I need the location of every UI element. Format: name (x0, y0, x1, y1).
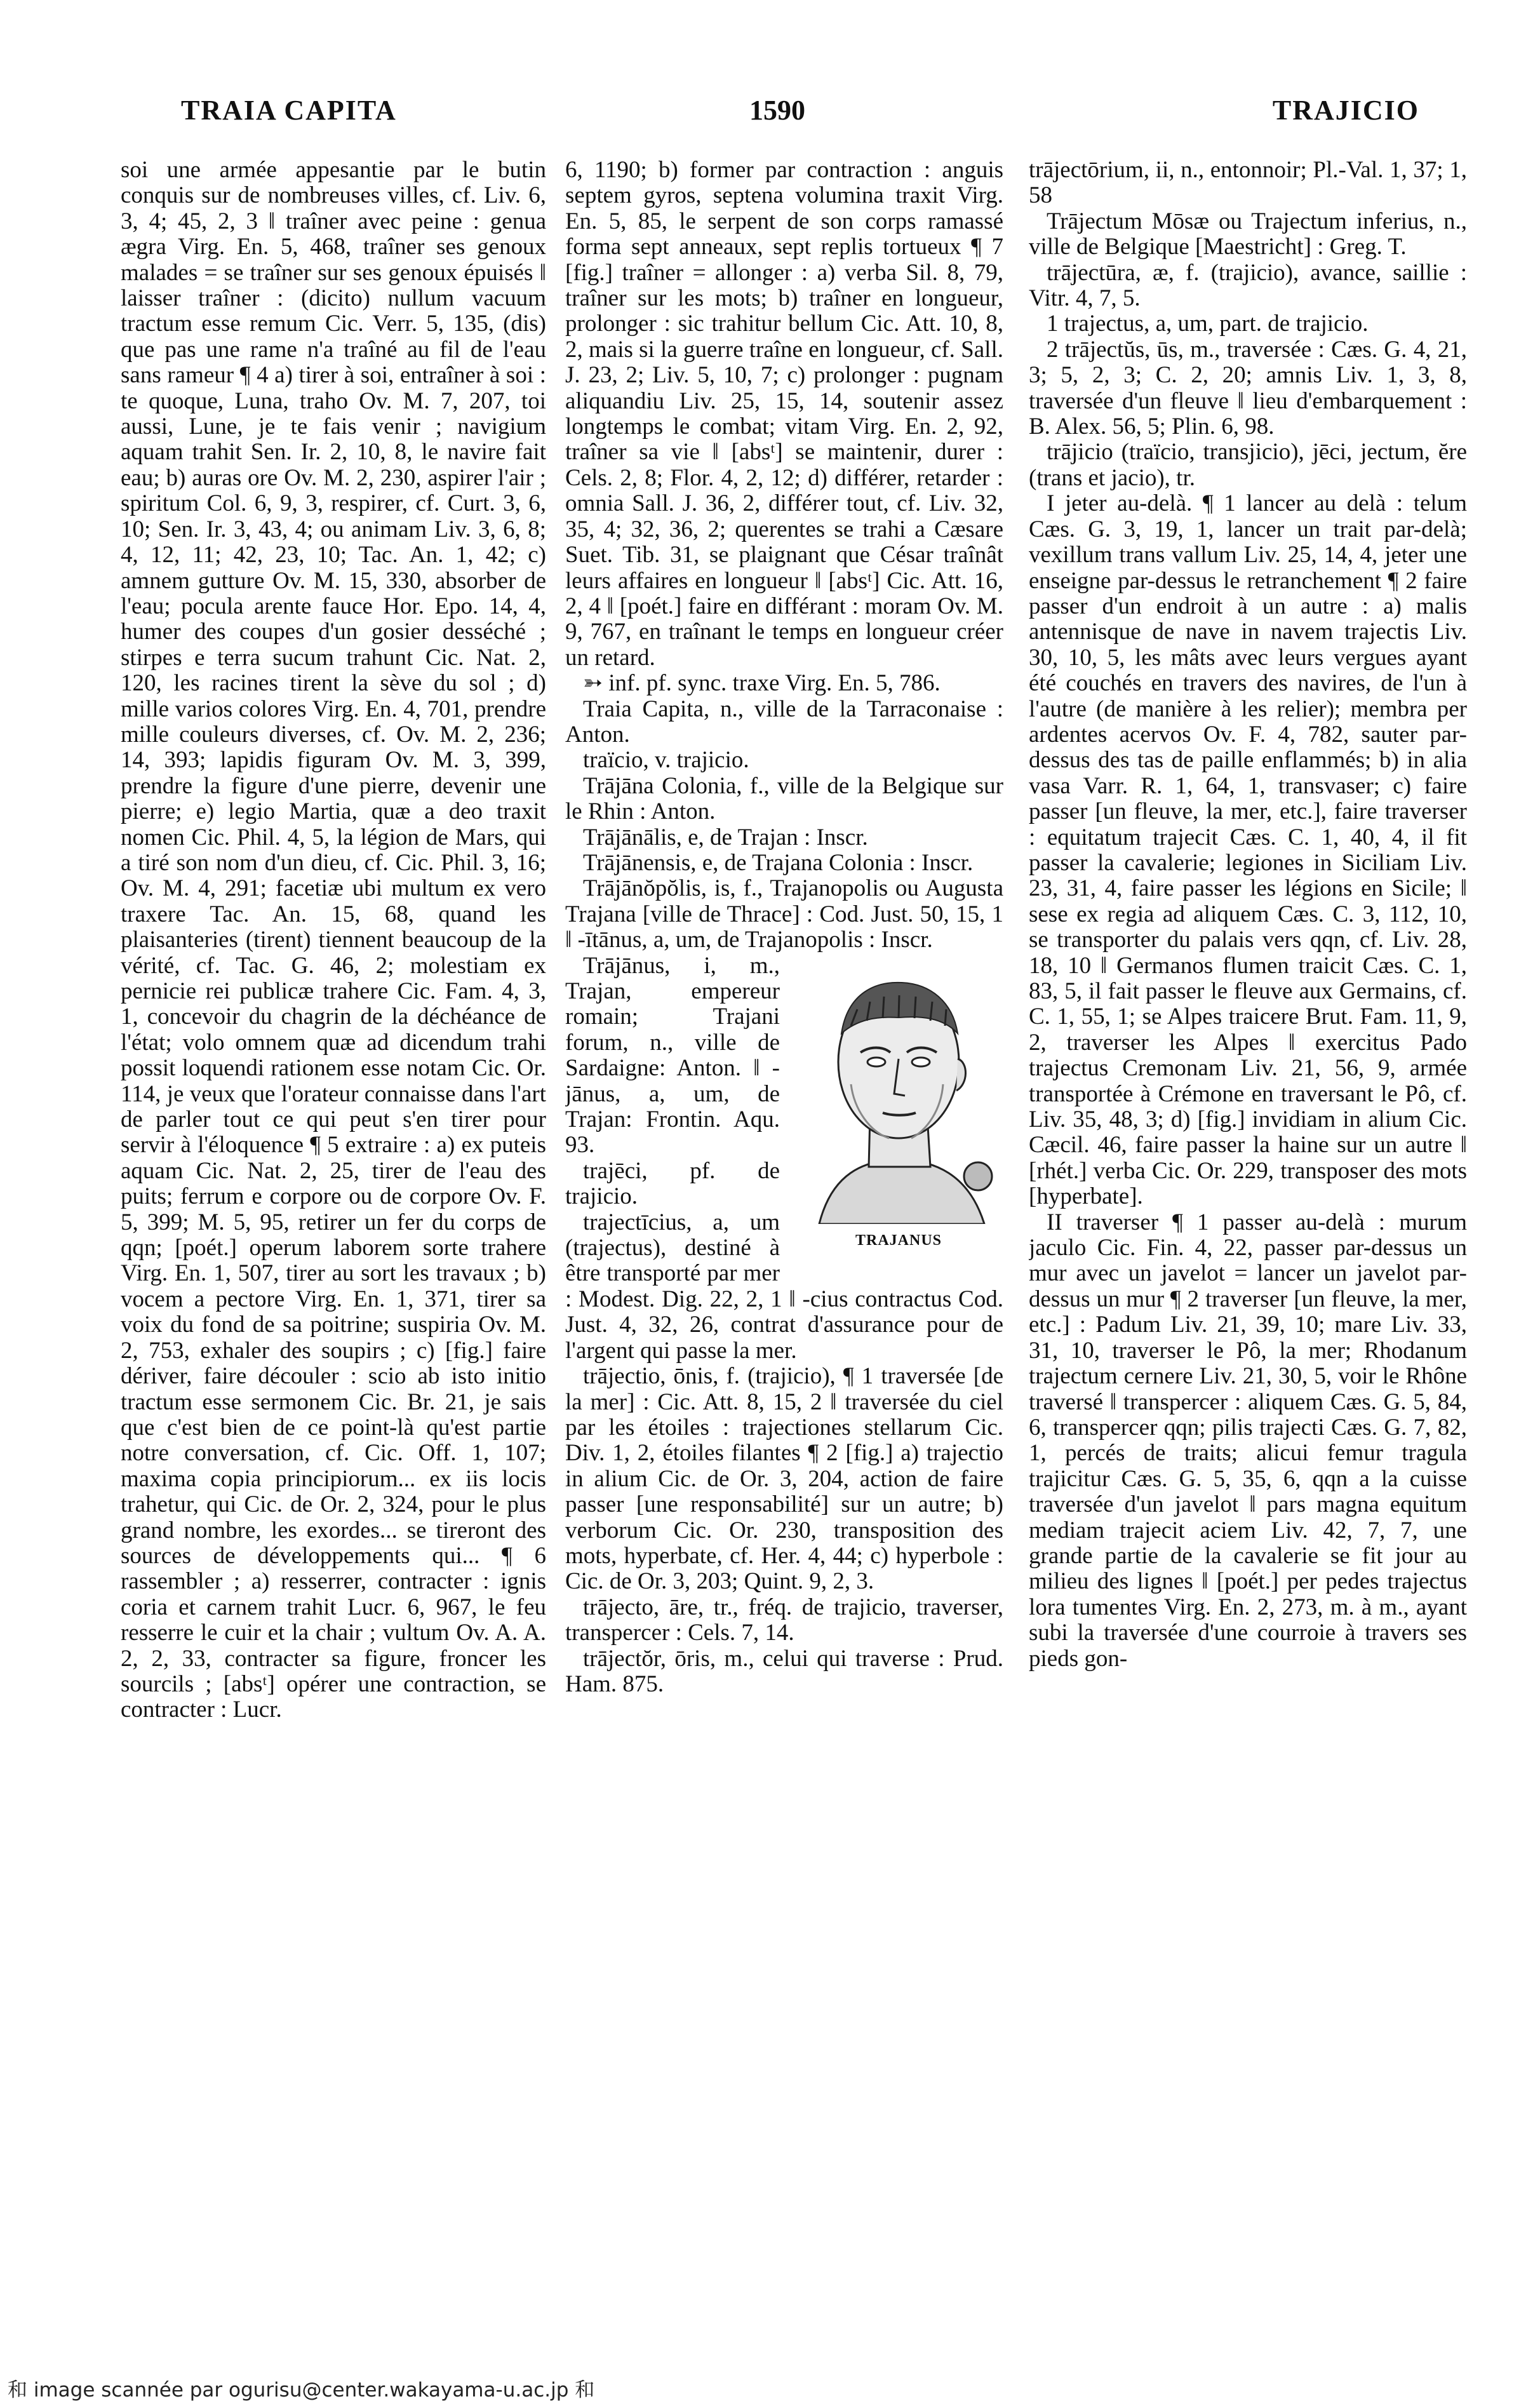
entry-trajicio-sense-1: I jeter au-delà. ¶ 1 lancer au delà : telum Cæs. G. 3, 19, 1, lancer un trait par-delà; vexillum trans vallum Liv. 25, 14, 4, jeter une enseigne par-dessus le retranchement ¶ 2 faire passer d'un endroit à un autre : a) malis antennisque de nave in navem trajectis Liv. 30, 10, 5, les mâts avec leurs vergues ayant été couchés en travers des navires, de l'un à l'autre (de manière à les relier); membra per ardentes acervos Ov. F. 4, 782, sauter par-dessus des tas de paille enflammés; b) in alia vasa Varr. R. 1, 64, 1, transvaser; c) faire passer [un fleuve, la mer, etc.], faire traverser : equitatum trajecit Cæs. C. 1, 40, 4, il fit passer la cavalerie; legiones in Siciliam Liv. 23, 31, 4, faire passer les légions en Sicile; ‖ sese ex regia ad aliquem Cæs. C. 3, 112, 10, se transporter du palais vers qqn, cf. Liv. 28, 18, 10 ‖ Germanos flumen traicit Cæs. C. 1, 83, 5, il fait passer le fleuve aux Germains, cf. C. 1, 55, 1; se Alpes traicere Brut. Fam. 11, 9, 2, traverser les Alpes ‖ exercitus Pado trajectus Cremonam Liv. 21, 56, 9, armée transportée à Crémone en traversant le Pô, cf. Liv. 35, 48, 3; d) [fig.] invidiam in alium Cic. Cæcil. 46, faire passer la haine sur un autre ‖ [rhét.] verba Cic. Or. 229, transposer des mots [hyperbate]. (1029, 490, 1467, 1210)
entry-trajector: trājectŏr, ōris, m., celui qui traverse : Prud. Ham. 875. (565, 1645, 1003, 1697)
entry-trajectura: trājectūra, æ, f. (trajicio), avance, saillie : Vitr. 4, 7, 5. (1029, 259, 1467, 312)
column-2 (565, 158, 1003, 2336)
entry-trajectum-mosae: Trājectum Mōsæ ou Trajectum inferius, n., ville de Belgique [Maestricht] : Greg. T. (1029, 208, 1467, 260)
entry-traia-capita: Traia Capita, n., ville de la Tarraconaise : Anton. (565, 696, 1003, 748)
page-number: 1590 (749, 95, 805, 126)
entry-traicio: traïcio, v. trajicio. (583, 747, 749, 774)
entry-trajana-colonia: Trājāna Colonia, f., ville de la Belgique sur le Rhin : Anton. (565, 772, 1003, 825)
entry-trajicio: trājicio (traïcio, transjicio), jēci, jectum, ĕre (trans et jacio), tr. (1029, 439, 1467, 491)
column-1 (121, 158, 546, 2336)
entry-trajecto: trājecto, āre, tr., fréq. de trajicio, traverser, transpercer : Cels. 7, 14. (565, 1594, 1003, 1646)
entry-trajanopolis: Trājānŏpŏlis, is, f., Trajanopolis ou Augusta Trajana [ville de Thrace] : Cod. Just. 50, 15, 1 ‖ -ītānus, a, um, de Trajanopolis : Inscr. (565, 875, 1003, 953)
entry-trajectus-1: 1 trajectus, a, um, part. de trajicio. (1047, 311, 1369, 337)
right-guide-word: TRAJICIO (1272, 95, 1419, 126)
entry-continuation: 6, 1190; b) former par contraction : anguis septem gyros, septena volumina traxit Virg. En. 5, 85, le serpent de son corps ramassé forma sept anneaux, sept replis tortueux ¶ 7 [fig.] traîner = allonger : a) verba Sil. 8, 79, traîner sur les mots; b) traîner en longueur, prolonger : sic trahitur bellum Cic. Att. 10, 8, 2, mais si la guerre traîne en longueur, cf. Sall. J. 23, 2; Liv. 5, 10, 7; c) prolonger : pugnam aliquandiu Liv. 25, 15, 14, soutenir assez longtemps le combat; vitam Virg. En. 2, 92, traîner sa vie ‖ [absᵗ] se maintenir, durer : Cels. 2, 8; Flor. 4, 2, 12; d) différer, retarder : omnia Sall. J. 36, 2, différer tout, cf. Liv. 32, 35, 4; 32, 36, 2; querentes se trahi a Cæsare Suet. Tib. 31, se plaignant que César traînât leurs affaires en longueur ‖ [absᵗ] Cic. Att. 16, 2, 4 ‖ [poét.] faire en différant : moram Ov. M. 9, 767, en traînant le temps en longueur créer un retard. (565, 158, 1003, 671)
entry-trajeci: trajēci, pf. de trajicio. (565, 1157, 780, 1210)
left-guide-word: TRAIA CAPITA (181, 95, 397, 126)
scan-credit: 和 image scannée par ogurisu@center.wakayama-u.ac.jp 和 (8, 2379, 595, 2402)
portrait-caption: TRAJANUS (855, 1232, 942, 1249)
entry-trajicio-sense-2: II traverser ¶ 1 passer au-delà : murum jaculo Cic. Fin. 4, 22, passer par-dessus un mur avec un javelot = lancer un javelot par-dessus un mur ¶ 2 traverser [un fleuve, la mer, etc.] : Padum Liv. 21, 39, 10; mare Liv. 33, 31, 10, traverser le Pô, la mer; Rhodanum trajectum cernere Liv. 21, 30, 5, voir le Rhône traversé ‖ transpercer : aliquem Cæs. G. 5, 84, 6, transpercer qqn; pilis trajecti Cæs. G. 7, 82, 1, percés de traits; alicui femur tragula trajicitur Cæs. G. 5, 35, 6, qqn a la cuisse traversée d'un javelot ‖ pars magna equitum mediam trajecit aciem Liv. 42, 7, 7, une grande partie de la cavalerie se fit jour au milieu des lignes ‖ [poét.] per pedes trajectus lora tumentes Virg. En. 2, 273, m. à m., ayant subi la traversée d'une courroie à travers ses pieds gon- (1029, 1209, 1467, 1672)
entry-trajectio: trājectio, ōnis, f. (trajicio), ¶ 1 traversée [de la mer] : Cic. Att. 8, 15, 2 ‖ traversée du ciel par les étoiles : trajectiones stellarum Cic. Div. 1, 2, étoiles filantes ¶ 2 [fig.] a) trajectio in alium Cic. de Or. 3, 204, action de faire passer [une responsabilité] sur un autre; b) verborum Cic. Or. 230, transposition des mots, hyperbate, cf. Her. 4, 44; c) hyperbole : Cic. de Or. 3, 203; Quint. 9, 2, 3. (565, 1363, 1003, 1595)
column-3 (1029, 158, 1467, 2336)
entry-trajectus-2: 2 trājectŭs, ūs, m., traversée : Cæs. G. 4, 21, 3; 5, 2, 3; C. 2, 20; amnis Liv. 1, 3, 8, traversée d'un fleuve ‖ lieu d'embarquement : B. Alex. 56, 5; Plin. 6, 98. (1029, 336, 1467, 440)
page-header (108, 94, 1432, 138)
entry-trajanalis: Trājānālis, e, de Trajan : Inscr. (583, 824, 868, 850)
entry-trajanus: Trājānus, i, m., Trajan, empereur romain; Trajani forum, n., ville de Sardaigne: Anton. ‖ -jānus, a, um, de Trajan: Frontin. Aqu. 93. (565, 952, 780, 1159)
entry-trajanensis: Trājānensis, e, de Trajana Colonia : Inscr. (583, 849, 974, 876)
entry-note: ➳ inf. pf. sync. traxe Virg. En. 5, 786. (583, 670, 941, 697)
entry-trajecticius: trajectīcius, a, um (trajectus), destiné à être transporté par mer : Modest. Dig. 22, 2, 1 ‖ -cius contractus Cod. Just. 4, 32, 26, contrat d'assurance pour de l'argent qui passe la mer. (565, 1209, 1003, 1364)
entry-continuation: soi une armée appesantie par le butin conquis sur de nombreuses villes, cf. Liv. 6, 3, 4; 45, 2, 3 ‖ traîner avec peine : genua ægra Virg. En. 5, 468, traîner ses genoux malades = se traîner sur ses genoux épuisés ‖ laisser traîner : (dicito) nullum vacuum tractum esse remum Cic. Verr. 5, 135, (dis) que pas une rame n'a traîné au fil de l'eau sans rameur ¶ 4 a) tirer à soi, entraîner à soi : te quoque, Luna, traho Ov. M. 7, 207, toi aussi, Lune, je te fais venir ; navigium aquam trahit Sen. Ir. 2, 10, 8, le navire fait eau; b) auras ore Ov. M. 2, 230, aspirer l'air ; spiritum Col. 6, 9, 3, respirer, cf. Curt. 3, 6, 10; Sen. Ir. 3, 43, 4; ou animam Liv. 3, 6, 8; 4, 12, 11; 42, 23, 10; Tac. An. 1, 42; c) amnem gutture Ov. M. 15, 330, absorber de l'eau; pocula arente fauce Hor. Epo. 14, 4, humer des coupes d'un gosier desséché ; stirpes e terra sucum trahunt Cic. Nat. 2, 120, les racines tirent la sève du sol ; d) mille varios colores Virg. En. 4, 701, prendre mille couleurs diverses, cf. Ov. M. 2, 236; 14, 393; lapidis figuram Ov. M. 3, 399, prendre la figure d'une pierre, devenir une pierre; e) legio Martia, quæ a deo traxit nomen Cic. Phil. 4, 5, la légion de Mars, qui a tiré son nom d'un dieu, cf. Cic. Phil. 3, 16; Ov. M. 4, 291; facetiæ ubi multum ex vero traxere Tac. An. 15, 68, quand les plaisanteries (tirent) tiennent beaucoup de la vérité, cf. Tac. G. 46, 2; molestiam ex pernicie rei publicæ trahere Cic. Fam. 4, 3, 1, concevoir du chagrin de la déchéance de l'état; volo omnem quæ ad dicendum trahi possit loquendi rationem esse notam Cic. Or. 114, je veux que l'orateur connaisse dans l'art de parler tout ce qui peut s'en tirer pour servir à l'éloquence ¶ 5 extraire : a) ex puteis aquam Cic. Nat. 2, 25, tirer de l'eau des puits; ferrum e corpore ou de corpore Ov. F. 5, 399; M. 5, 95, retirer un fer du corps de qqn; [poét.] operum laborem sorte trahere Virg. En. 1, 507, tirer au sort les travaux ; b) vocem a pectore Virg. En. 1, 371, tirer sa voix du fond de sa poitrine; suspiria Ov. M. 2, 753, exhaler des soupirs ; c) [fig.] faire dériver, faire découler : scio ab isto initio tractum esse sermonem Cic. Br. 21, je sais que c'est bien de ce point-là qu'est partie notre conversation, cf. Cic. Off. 1, 107; maxima copia principiorum... ex iis locis trahetur, qui Cic. de Or. 2, 324, pour le plus grand nombre, les exordes... se tireront des sources de développements qui... ¶ 6 rassembler ; a) resserrer, contracter : ignis coria et carnem trahit Lucr. 6, 967, le feu resserre le cuir et la chair ; vultum Ov. A. A. 2, 2, 33, contracter sa figure, froncer les sourcils ; [absᵗ] opérer une contraction, se contracter : Lucr. (121, 158, 546, 1723)
trajan-bust-illustration (794, 957, 1003, 1224)
entry-trajectorium: trājectōrium, ii, n., entonnoir; Pl.-Val. 1, 37; 1, 58 (1029, 158, 1467, 209)
trajan-portrait (794, 957, 1003, 1256)
